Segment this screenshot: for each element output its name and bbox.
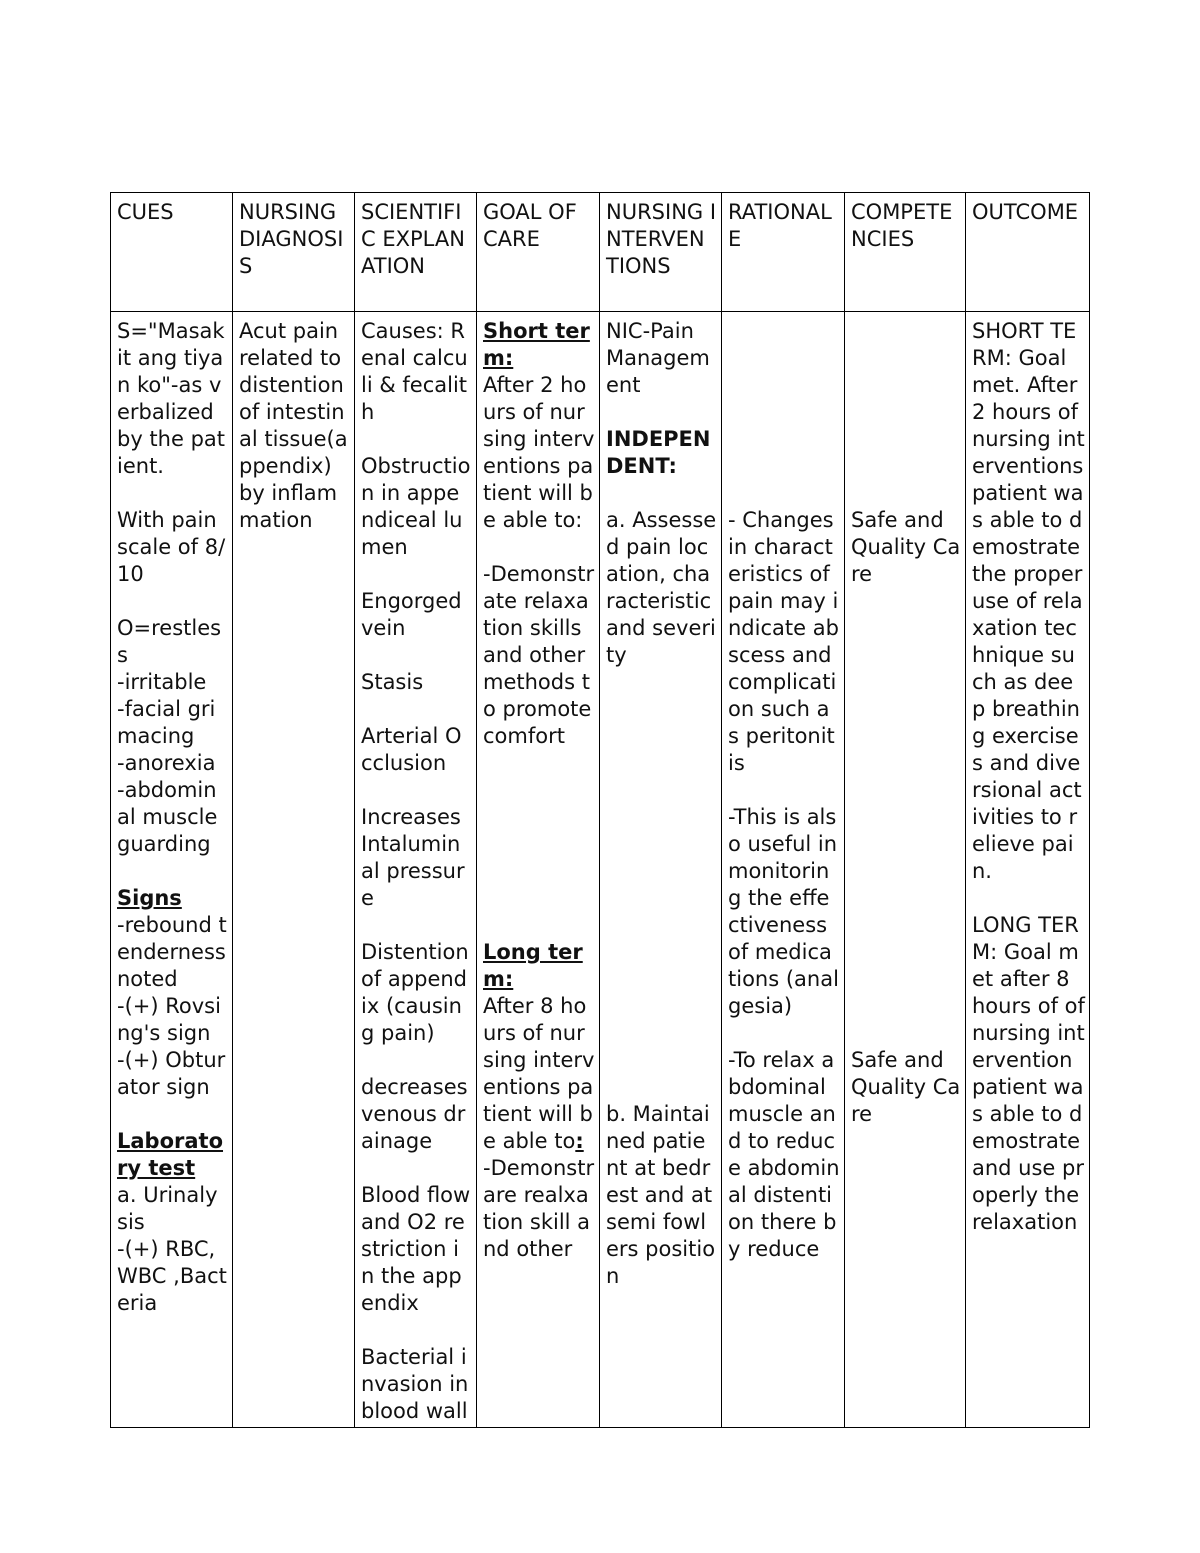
- competencies-cell: [845, 312, 966, 1428]
- explanation-line: Obstruction in appendiceal lumen: [361, 454, 471, 559]
- header-scientific-explanation: SCIENTIFIC EXPLANATION: [355, 193, 477, 312]
- rationale-2: -This is also useful in monitoring the effectiveness of medications (analgesia): [728, 805, 844, 1018]
- long-term-colon: :: [575, 1129, 584, 1153]
- competency-2: Safe and Quality Care: [851, 1048, 961, 1126]
- header-cues: CUES: [111, 193, 233, 312]
- header-nursing-interventions: NURSING INTERVENTIONS: [600, 193, 722, 312]
- rationale-3: -To relax abdominal muscle and to reduce abdominal distention there by reduce: [728, 1048, 840, 1261]
- long-term-heading: Long term:: [483, 940, 583, 991]
- explanation-line: Bacterial invasion in blood wall: [361, 1345, 476, 1423]
- explanation-line: Causes: Renal calculi & fecalith: [361, 319, 468, 424]
- outcome-short-term: SHORT TERM: Goal met. After 2 hours of nursing interventions patient was able to demostrate the proper use of relaxation technique such as deep breathing exercises and diversional activities to relieve pain.: [972, 319, 1091, 883]
- explanation-line: Engorged vein: [361, 589, 469, 640]
- explanation-line: Stasis: [361, 670, 424, 694]
- cue-signs: -rebound tenderness noted -(+) Rovsing's sign -(+) Obturator sign: [117, 913, 227, 1099]
- cue-objective: O=restless -irritable -facial grimacing -anorexia -abdominal muscle guarding: [117, 616, 222, 856]
- short-term-heading: Short term:: [483, 319, 590, 370]
- explanation-line: Distention of appendix (causing pain): [361, 940, 476, 1045]
- rationale-1: - Changes in characteristics of pain may indicate abscess and complication such as peritonitis: [728, 508, 841, 775]
- header-outcome: OUTCOME: [966, 193, 1090, 312]
- header-row: [111, 193, 1090, 312]
- diagnosis-cell: [233, 312, 355, 1428]
- cue-subjective: S="Masakit ang tiyan ko"-as verbalized by the patient.: [117, 319, 226, 478]
- header-competencies: COMPETENCIES: [845, 193, 966, 312]
- intervention-b: b. Maintained patient at bedrest and at semi fowlers position: [606, 1102, 719, 1288]
- nursing-care-plan-table: [110, 192, 1090, 1428]
- long-term-text: After 8 hours of nursing interventions patient will be able to: [483, 994, 595, 1153]
- interventions-cell: [600, 312, 722, 1428]
- explanation-line: Blood flow and O2 restriction in the appendix: [361, 1183, 477, 1315]
- explanation-line: Arterial Occlusion: [361, 724, 462, 775]
- rationale-cell: [722, 312, 845, 1428]
- explanation-line: Increases Intaluminal pressure: [361, 805, 468, 910]
- cues-cell: [111, 312, 233, 1428]
- long-term-item: -Demonstrare realxation skill and other: [483, 1156, 595, 1261]
- explanation-cell: [355, 312, 477, 1428]
- diagnosis-text: Acut pain related to distention of intestinal tissue(appendix) by inflammation: [239, 319, 351, 532]
- short-term-item: -Demonstrate relaxation skills and other methods to promote comfort: [483, 562, 599, 748]
- cue-pain-scale: With pain scale of 8/10: [117, 508, 226, 586]
- competency-1: Safe and Quality Care: [851, 508, 961, 586]
- signs-heading: Signs: [117, 886, 182, 910]
- outcome-long-term: LONG TERM: Goal met after 8 hours of of nursing intervention patient was able to demostrate and use properly the relaxation: [972, 913, 1092, 1234]
- short-term-text: After 2 hours of nursing interventions patient will be able to:: [483, 373, 595, 532]
- cue-lab: a. Urinalysis -(+) RBC,WBC ,Bacteria: [117, 1183, 227, 1315]
- header-rationale: RATIONALE: [722, 193, 845, 312]
- outcome-cell: [966, 312, 1090, 1428]
- explanation-line: decreases venous drainage: [361, 1075, 475, 1153]
- nic-label: NIC-Pain Management: [606, 319, 710, 397]
- independent-heading: INDEPENDENT:: [606, 427, 711, 478]
- header-nursing-diagnosis: NURSING DIAGNOSIS: [233, 193, 355, 312]
- lab-heading: Laboratory test: [117, 1129, 224, 1180]
- header-goal-of-care: GOAL OF CARE: [477, 193, 600, 312]
- intervention-a: a. Assessed pain location, characteristic and severity: [606, 508, 718, 667]
- goal-cell: [477, 312, 600, 1428]
- content-row: [111, 312, 1090, 1428]
